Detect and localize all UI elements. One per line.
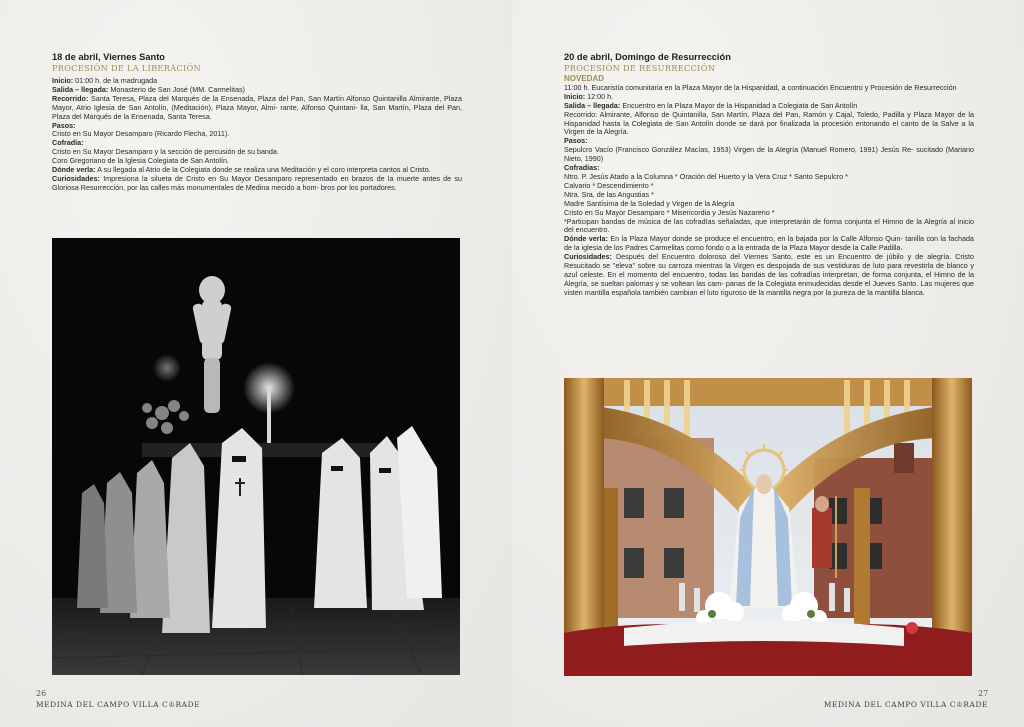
right-page-subtitle: PROCESIÓN DE RESURRECCIÓN (564, 63, 716, 73)
salida-value: Encuentro en la Plaza Mayor de la Hispanidad a Colegiata de San Antolín (622, 100, 858, 110)
right-text-column (564, 52, 974, 298)
left-curiosidades (52, 175, 462, 193)
recorrido-value: Santa Teresa, Plaza del Marqués de la Ensenada, Plaza del Pan, San Martín Alfonso Quintanilla Almirante, Plaza Mayor, Atrio Iglesia de San Antolín, (Meditación), Plaza Mayor, Almi- rante, Alfonso Quintani- lla, San Martín, Plaza del Pan, Plaza del Marqués de la Ensenada, Santa Teresa. (52, 93, 463, 121)
cofradias-line: Madre Santísima de la Soledad y Virgen de la Alegría (564, 198, 735, 208)
left-text-column (52, 52, 462, 193)
cofradias-line: *Participan bandas de música de las cofradías señaladas, que interpretarán de forma conjunta el Himno de la Alegría al inicio del encuentro. (564, 216, 974, 235)
cofradias-line: Ntro. P. Jesús Atado a la Columna * Oración del Huerto y la Vera Cruz * Santo Sepulcro * (564, 171, 848, 181)
curiosidades-label: Curiosidades: (52, 173, 100, 183)
resurrection-illustration (564, 378, 972, 676)
salida-value: Monasterio de San José (MM. Carmelitas) (110, 84, 245, 94)
right-page-number: 27 (978, 689, 989, 698)
recorrido-value: Almirante, Alfonso de Quintanilla, San Martín, Plaza del Pan, Ramón y Cajal, Toledo, Padilla y Plaza Mayor de la Hispanidad hasta la Colegiata de San Antolín donde se dará por finalizada la procesión entonando el canto de la Salve a la Virgen de la Alegría. (564, 109, 974, 137)
recorrido-label: Recorrido: (52, 93, 89, 103)
cofradias-line: Ntra. Sra. de las Angustias * (564, 189, 654, 199)
right-pasos-label: Pasos: (564, 136, 588, 146)
procession-photo (52, 238, 460, 675)
donde-value: En la Plaza Mayor donde se produce el encuentro, en la bajada por la Calle Alfonso Quin- tanilla con la fachada de la iglesia de los Padres Carmelitas como fondo o a la entrada de la Plaza Mayor desde la Calle Padilla. (564, 234, 975, 253)
novedad-heading: NOVEDAD (564, 74, 605, 83)
resurrection-photo (564, 378, 972, 676)
salida-label: Salida – llegada: (52, 84, 109, 94)
donde-label: Dónde verla: (52, 165, 96, 175)
right-page-title: 20 de abril, Domingo de Resurrección (564, 52, 731, 62)
curiosidades-value: Después del Encuentro doloroso del Viernes Santo, este es un Encuentro de júbilo y de alegría. Cristo Resucitado se "eleva" sobre su carroza mientras la Virgen es despojada de sus vestiduras de luto para revestirla de blanco y azul celeste. En el momento del encuentro, todas las bandas de las cofradías interpretan, de forma conjunta, el Himno de la Alegría, se sueltan palomas y se voltean las cam- panas de la Colegiata enmudecidas desde el Jueves Santo. Las mujeres que visten mantilla española también cambian el luto riguroso de la mantilla negra por la pureza de la mantilla blanca. (564, 252, 975, 297)
salida-label: Salida – llegada: (564, 100, 621, 110)
left-pasos-label: Pasos: (52, 120, 76, 130)
recorrido-label: Recorrido: (564, 109, 598, 119)
left-recorrido (52, 95, 462, 122)
right-recorrido (564, 111, 974, 138)
left-page-title: 18 de abril, Viernes Santo (52, 52, 165, 62)
cofradias-line: Cristo en Su Mayor Desamparo * Misericordia y Jesús Nazareno * (564, 207, 775, 217)
cofradias-line: Calvario * Descendimiento * (564, 180, 654, 190)
donde-value: A su llegada al Atrio de la Colegiata donde se realiza una Meditación y el coro interpreta cantos al Cristo. (97, 165, 431, 175)
left-pasos-value: Cristo en Su Mayor Desamparo (Ricardo Flecha, 2011). (52, 129, 230, 139)
left-page-subtitle: PROCESIÓN DE LA LIBERACIÓN (52, 63, 201, 73)
novedad-text: 11:00 h. Eucaristía comunitaria en la Plaza Mayor de la Hispanidad, a continuación Encuentro y Procesión de Resurrección (564, 82, 957, 92)
inicio-label: Inicio: (52, 76, 74, 85)
donde-label: Dónde verla: (564, 234, 608, 244)
left-footer-brand: MEDINA DEL CAMPO VILLA C♔RADE (36, 700, 201, 709)
right-page (512, 0, 1024, 727)
right-donde (564, 235, 974, 253)
curiosidades-label: Curiosidades: (564, 252, 612, 262)
inicio-label: Inicio: (564, 91, 586, 101)
right-footer-brand: MEDINA DEL CAMPO VILLA C♔RADE (823, 700, 988, 709)
left-page-number: 26 (36, 689, 47, 698)
inicio-value: 01:00 h. de la madrugada (75, 76, 158, 85)
right-cofradias-label: Cofradías: (564, 163, 600, 173)
procession-illustration (52, 238, 460, 675)
right-pasos-value: Sepulcro Vacío (Francisco González Macías, 1953) Virgen de la Alegría (Manuel Romero, 1991) Jesús Re- sucitado (Mariano Nieto, 1990) (564, 145, 974, 164)
left-cofradia-line: Cristo en Su Mayor Desamparo y la sección de percusión de su banda. (52, 147, 279, 157)
left-cofradia-label: Cofradía: (52, 138, 84, 148)
curiosidades-value: Impresiona la silueta de Cristo en Su Mayor Desamparo representado en brazos de la muerte antes de su Gloriosa Resurrección, por las calles más monumentales de Medina mecido a hom- bros por los portadores. (52, 173, 462, 192)
inicio-value: 12:00 h. (587, 91, 614, 101)
left-cofradia-line: Coro Gregoriano de la Iglesia Colegiata de San Antolín. (52, 156, 230, 166)
right-curiosidades (564, 253, 974, 298)
